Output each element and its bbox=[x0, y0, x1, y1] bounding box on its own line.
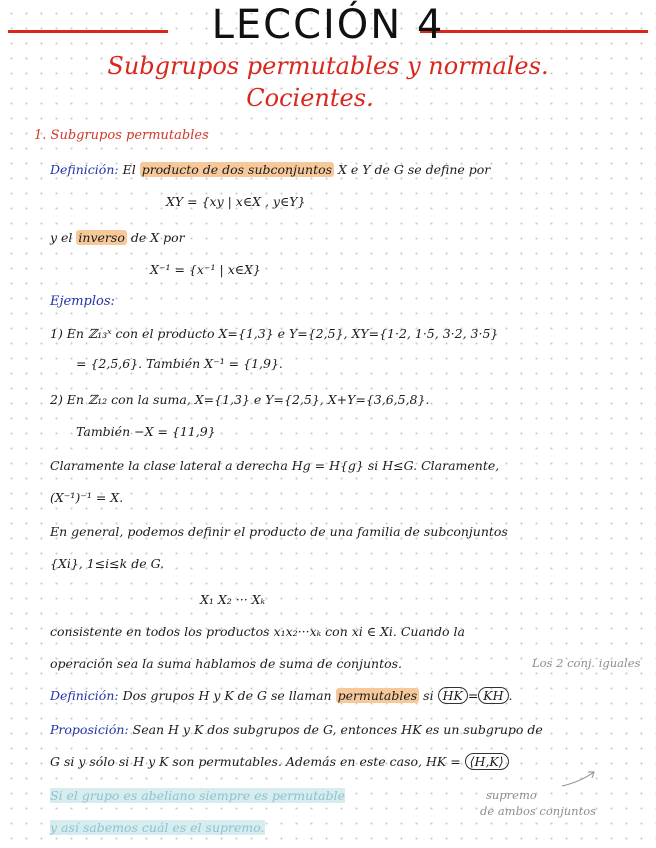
definition-2-text-b: si bbox=[423, 688, 434, 703]
definition-text-b: X e Y de G se define por bbox=[338, 162, 491, 177]
general-line-2: {Xi}, 1≤i≤k de G. bbox=[50, 556, 165, 571]
formula-product: X₁ X₂ ··· Xₖ bbox=[200, 592, 266, 607]
definition-2-text-a: Dos grupos H y K de G se llaman bbox=[122, 688, 332, 703]
inverse-text-a: y el bbox=[50, 230, 73, 245]
highlight-permutables: permutables bbox=[337, 688, 418, 703]
highlight-inverso: inverso bbox=[78, 230, 125, 245]
formula-inverse: X⁻¹ = {x⁻¹ | x∈X} bbox=[150, 262, 261, 277]
definition-2-label: Definición: bbox=[50, 688, 119, 703]
example-2-line-1: 2) En ℤ₁₂ con la suma, X={1,3} e Y={2,5}, X+Y={3,6,5,8}. bbox=[50, 392, 430, 407]
proposition-text-a: Sean H y K dos subgrupos de G, entonces HK es un subgrupo de bbox=[132, 722, 543, 737]
proposition-line-2 bbox=[50, 754, 509, 769]
note-text-1: Si el grupo es abeliano siempre es permutable bbox=[50, 788, 346, 803]
subtitle-cocientes: Cocientes. bbox=[246, 84, 374, 112]
definition-2 bbox=[50, 688, 513, 703]
section-heading: 1. Subgrupos permutables bbox=[34, 128, 209, 143]
note-line-1 bbox=[50, 788, 345, 803]
subtitle-main: Subgrupos permutables y normales. bbox=[107, 52, 549, 80]
consist-line-1: consistente en todos los productos x₁x₂···xₖ con xi ∈ Xi. Cuando la bbox=[50, 624, 465, 639]
proposition-text-b: G si y sólo si H y K son permutables. Además en este caso, HK = bbox=[50, 754, 461, 769]
circled-kh: KH bbox=[478, 687, 508, 704]
consist-line-2: operación sea la suma hablamos de suma de conjuntos. bbox=[50, 656, 403, 671]
arrow-to-supremo bbox=[560, 770, 600, 790]
definition-2-equals: = bbox=[467, 688, 479, 703]
highlight-producto: producto de dos subconjuntos bbox=[141, 162, 333, 177]
note-line-2 bbox=[50, 820, 265, 835]
side-note-supremo: supremo bbox=[486, 788, 537, 802]
proposition-line-1 bbox=[50, 722, 543, 737]
inverse-line bbox=[50, 230, 185, 245]
example-1-line-2: = {2,5,6}. También X⁻¹ = {1,9}. bbox=[76, 356, 283, 371]
circled-hk: HK bbox=[438, 687, 468, 704]
example-1-line-1: 1) En ℤ₁₃ˣ con el producto X={1,3} e Y={2,5}, XY={1·2, 1·5, 3·2, 3·5} bbox=[50, 326, 499, 341]
definition-text-a: El bbox=[122, 162, 136, 177]
side-note-ambos: de ambos conjuntos bbox=[480, 804, 597, 818]
side-note-iguales: Los 2 conj. iguales bbox=[532, 656, 641, 670]
example-2-line-2: También −X = {11,9} bbox=[76, 424, 216, 439]
note-text-2: y así sabemos cuál es el supremo. bbox=[50, 820, 265, 835]
page-title: LECCIÓN 4 bbox=[211, 2, 445, 48]
proposition-label: Proposición: bbox=[50, 722, 129, 737]
coset-line-1: Claramente la clase lateral a derecha Hg = H{g} si H≤G. Claramente, bbox=[50, 458, 500, 473]
definition-1 bbox=[50, 162, 490, 177]
general-line-1: En general, podemos definir el producto de una familia de subconjuntos bbox=[50, 524, 508, 539]
circled-supremo: ⟨H,K⟩ bbox=[465, 753, 509, 770]
coset-line-2: (X⁻¹)⁻¹ = X. bbox=[50, 490, 124, 505]
inverse-text-b: de X por bbox=[130, 230, 185, 245]
definition-label: Definición: bbox=[50, 162, 119, 177]
formula-xy: XY = {xy | x∈X , y∈Y} bbox=[166, 194, 306, 209]
examples-label: Ejemplos: bbox=[50, 294, 115, 309]
definition-2-end: . bbox=[508, 688, 513, 703]
